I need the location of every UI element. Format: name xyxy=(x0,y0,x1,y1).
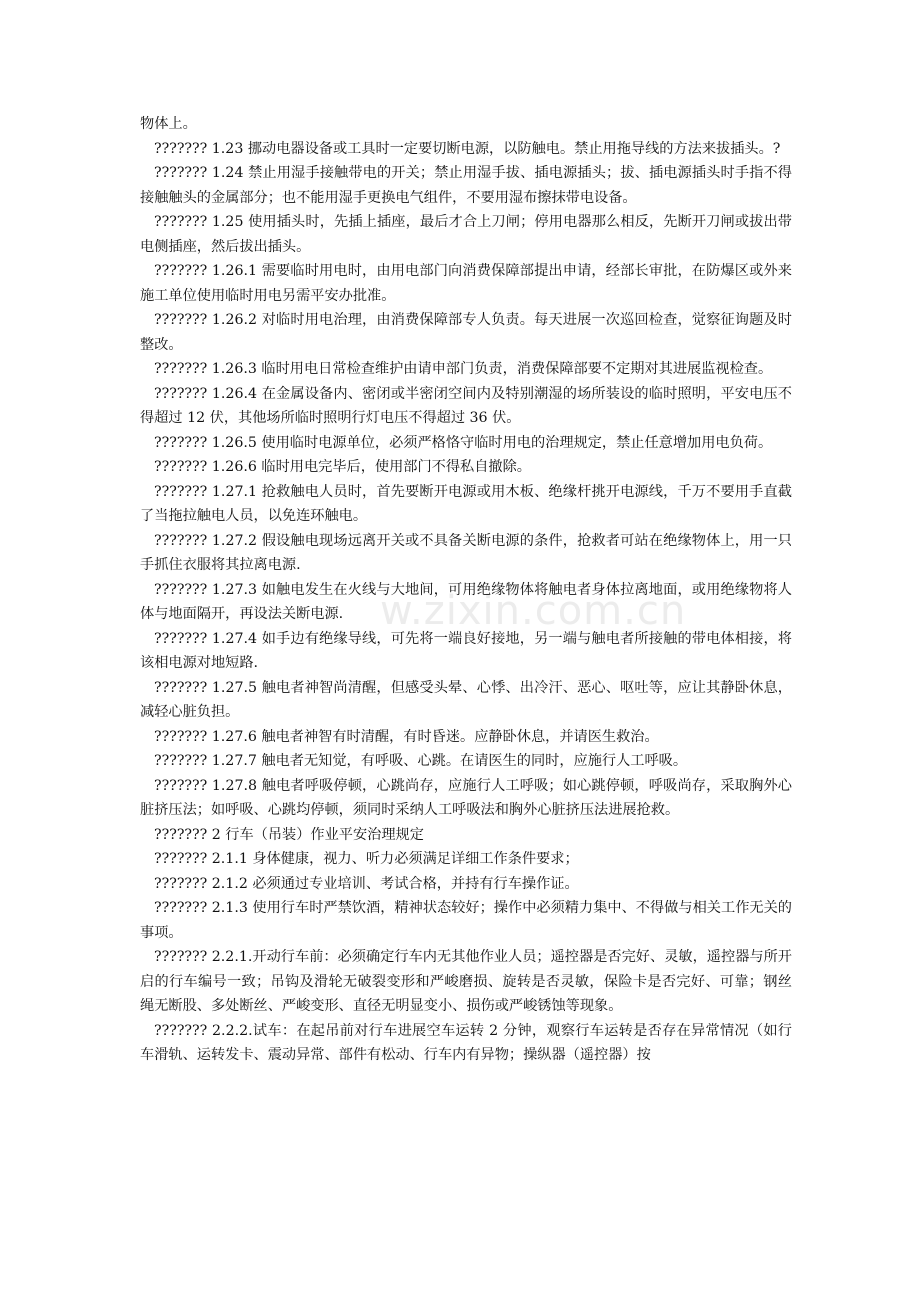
paragraph-2-1-3: ??????? 2.1.3 使用行车时严禁饮酒，精神状态较好；操作中必须精力集中、不得做与相关工作无关的事项。 xyxy=(140,900,792,941)
paragraph-1-26-3: ??????? 1.26.3 临时用电日常检查维护由请申部门负责，消费保障部要不定期对其进展监视检查。 xyxy=(154,361,773,377)
paragraph-1-26-2: ??????? 1.26.2 对临时用电治理，由消费保障部专人负责。每天进展一次巡回检查，觉察征询题及时整改。 xyxy=(140,312,792,353)
paragraph-1-26-5: ??????? 1.26.5 使用临时电源单位，必须严格恪守临时用电的治理规定，禁止任意增加用电负荷。 xyxy=(154,434,773,451)
paragraph-2-2-1: ??????? 2.2.1.开动行车前：必须确定行车内无其他作业人员；遥控器是否完好、灵敏，遥控器与所开启的行车编号一致；吊钩及滑轮无破裂变形和严峻磨损、旋转是否灵敏，保险卡是否完好、可靠；钢丝绳无断股、多处断丝、严峻变形、直径无明显变小、损伤或严峻锈蚀等现象。 xyxy=(140,949,792,1014)
paragraph-1-25: ??????? 1.25 使用插头时，先插上插座，最后才合上刀闸；停用电器那么相反，先断开刀闸或拔出带电侧插座，然后拔出插头。 xyxy=(140,214,792,255)
paragraph-1-27-5: ??????? 1.27.5 触电者神智尚清醒，但感受头晕、心悸、出冷汗、恶心、呕吐等，应让其静卧休息，减轻心脏负担。 xyxy=(140,679,792,720)
paragraph-1-27-7: ??????? 1.27.7 触电者无知觉，有呼吸、心跳。在请医生的同时，应施行人工呼吸。 xyxy=(154,753,688,769)
paragraph-1-27-1: ??????? 1.27.1 抢救触电人员时，首先要断开电源或用木板、绝缘杆挑开电源线，千万不要用手直截了当拖拉触电人员，以免连环触电。 xyxy=(140,483,792,524)
paragraph-1-27-4: ??????? 1.27.4 如手边有绝缘导线，可先将一端良好接地，另一端与触电者所接触的带电体相接，将该相电源对地短路. xyxy=(140,630,792,671)
paragraph-1-23: ??????? 1.23 挪动电器设备或工具时一定要切断电源，以防触电。禁止用拖导线的方法来拔插头。? xyxy=(154,140,781,157)
paragraph-1-26-4: ??????? 1.26.4 在金属设备内、密闭或半密闭空间内及特别潮湿的场所装设的临时照明，平安电压不得超过 12 伏，其他场所临时照明行灯电压不得超过 36 伏。 xyxy=(140,385,792,426)
section-heading-2: ??????? 2 行车（吊装）作业平安治理规定 xyxy=(154,826,424,843)
paragraph-1-26-1: ??????? 1.26.1 需要临时用电时，由用电部门向消费保障部提出申请，经部长审批，在防爆区或外来施工单位使用临时用电另需平安办批准。 xyxy=(140,263,792,304)
paragraph-2-1-2: ??????? 2.1.2 必须通过专业培训、考试合格，并持有行车操作证。 xyxy=(154,875,579,892)
paragraph-1-27-6: ??????? 1.27.6 触电者神智有时清醒，有时昏迷。应静卧休息，并请医生救治。 xyxy=(154,728,659,745)
paragraph-2-2-2: ??????? 2.2.2.试车：在起吊前对行车进展空车运转 2 分钟，观察行车运转是否存在异常情况（如行车滑轨、运转发卡、震动异常、部件有松动、行车内有异物；操纵器（遥控器）按 xyxy=(140,1022,792,1063)
paragraph-1-24: ??????? 1.24 禁止用湿手接触带电的开关；禁止用湿手拔、插电源插头；拔、插电源插头时手指不得接触触头的金属部分；也不能用湿手更换电气组件，不要用湿布擦抹带电设备。 xyxy=(140,165,792,206)
paragraph-1-27-2: ??????? 1.27.2 假设触电现场远离开关或不具备关断电源的条件，抢救者可站在绝缘物体上，用一只手抓住衣服将其拉离电源. xyxy=(140,532,792,573)
paragraph-continuation: 物体上。 xyxy=(140,116,197,132)
paragraph-1-27-3: ??????? 1.27.3 如触电发生在火线与大地间，可用绝缘物体将触电者身体拉离地面，或用绝缘物将人体与地面隔开，再设法关断电源. xyxy=(140,581,792,622)
document-body xyxy=(140,112,792,1068)
paragraph-1-26-6: ??????? 1.26.6 临时用电完毕后，使用部门不得私自撤除。 xyxy=(154,459,531,475)
watermark: w.zixin.com.cn xyxy=(380,588,687,634)
paragraph-1-27-8: ??????? 1.27.8 触电者呼吸停顿，心跳尚存，应施行人工呼吸；如心跳停顿，呼吸尚存，采取胸外心脏挤压法；如呼吸、心跳均停顿，须同时采纳人工呼吸法和胸外心脏挤压法进展抢救。 xyxy=(140,777,792,818)
paragraph-2-1-1: ??????? 2.1.1 身体健康，视力、听力必须满足详细工作条件要求； xyxy=(154,851,579,867)
